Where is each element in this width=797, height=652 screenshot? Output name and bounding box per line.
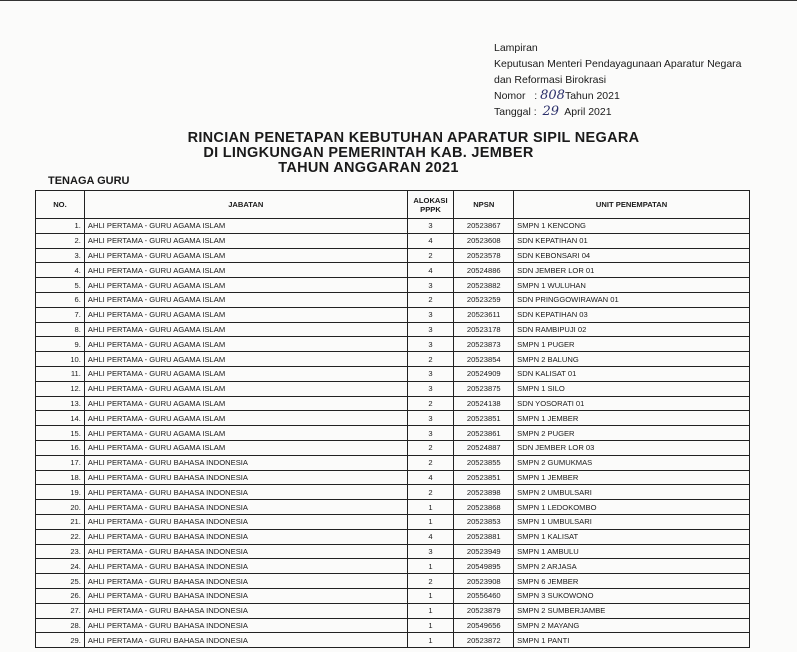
col-alokasi — [407, 191, 454, 219]
table-row — [36, 263, 750, 278]
row-unit: SMPN 1 UMBULSARI — [514, 514, 750, 529]
row-alokasi: 3 — [407, 381, 454, 396]
nomor-value: 808 — [540, 88, 565, 103]
row-jabatan: AHLI PERTAMA - GURU AGAMA ISLAM — [84, 278, 407, 293]
row-jabatan: AHLI PERTAMA - GURU AGAMA ISLAM — [84, 352, 407, 367]
row-alokasi: 2 — [407, 396, 454, 411]
table-row — [36, 322, 750, 337]
row-npsn: 20523898 — [454, 485, 514, 500]
row-npsn: 20549895 — [454, 559, 514, 574]
row-jabatan: AHLI PERTAMA - GURU AGAMA ISLAM — [84, 426, 407, 441]
row-jabatan: AHLI PERTAMA - GURU BAHASA INDONESIA — [84, 485, 407, 500]
row-no: 4. — [36, 263, 85, 278]
row-unit: SDN KEBONSARI 04 — [514, 248, 750, 263]
row-no: 16. — [36, 440, 85, 455]
row-unit: SMPN 1 JEMBER — [514, 470, 750, 485]
row-unit: SMPN 2 GUMUKMAS — [514, 455, 750, 470]
row-alokasi: 3 — [407, 411, 454, 426]
row-unit: SMPN 1 KENCONG — [514, 219, 750, 234]
decree-line-2: dan Reformasi Birokrasi — [494, 74, 607, 86]
row-alokasi: 4 — [407, 233, 454, 248]
row-no: 19. — [36, 485, 85, 500]
row-alokasi: 1 — [407, 514, 454, 529]
row-npsn: 20523868 — [454, 500, 514, 515]
row-alokasi: 3 — [407, 219, 454, 234]
row-no: 17. — [36, 455, 85, 470]
row-unit: SMPN 2 SUMBERJAMBE — [514, 603, 750, 618]
table-row — [36, 455, 750, 470]
row-npsn: 20524887 — [454, 440, 514, 455]
row-npsn: 20523879 — [454, 603, 514, 618]
tanggal-label: Tanggal — [494, 106, 531, 118]
row-alokasi: 1 — [407, 603, 454, 618]
row-alokasi: 1 — [407, 618, 454, 633]
row-npsn: 20549656 — [454, 618, 514, 633]
table-row — [36, 307, 750, 322]
row-npsn: 20524886 — [454, 263, 514, 278]
row-npsn: 20523908 — [454, 574, 514, 589]
table-row — [36, 470, 750, 485]
nomor-label: Nomor — [494, 90, 526, 102]
row-unit: SMPN 1 JEMBER — [514, 411, 750, 426]
row-jabatan: AHLI PERTAMA - GURU BAHASA INDONESIA — [84, 500, 407, 515]
row-npsn: 20523872 — [454, 633, 514, 648]
row-no: 23. — [36, 544, 85, 559]
row-npsn: 20523851 — [454, 470, 514, 485]
table-row — [36, 618, 750, 633]
row-npsn: 20523611 — [454, 307, 514, 322]
row-unit: SMPN 2 PUGER — [514, 426, 750, 441]
row-unit: SDN RAMBIPUJI 02 — [514, 322, 750, 337]
table-body — [36, 219, 750, 648]
row-npsn: 20523608 — [454, 233, 514, 248]
row-no: 29. — [36, 633, 85, 648]
title-line-2: DI LINGKUNGAN PEMERINTAH KAB. JEMBER — [203, 145, 534, 161]
row-no: 5. — [36, 278, 85, 293]
row-npsn: 20524909 — [454, 366, 514, 381]
table-row — [36, 559, 750, 574]
row-no: 6. — [36, 292, 85, 307]
document-title — [0, 130, 797, 176]
row-unit: SMPN 3 SUKOWONO — [514, 588, 750, 603]
row-jabatan: AHLI PERTAMA - GURU AGAMA ISLAM — [84, 233, 407, 248]
table-row — [36, 529, 750, 544]
table-row — [36, 381, 750, 396]
table-row — [36, 426, 750, 441]
row-no: 8. — [36, 322, 85, 337]
row-alokasi: 2 — [407, 440, 454, 455]
table-row — [36, 352, 750, 367]
row-no: 28. — [36, 618, 85, 633]
row-jabatan: AHLI PERTAMA - GURU AGAMA ISLAM — [84, 337, 407, 352]
row-no: 9. — [36, 337, 85, 352]
page-top-border — [0, 0, 797, 1]
table-row — [36, 396, 750, 411]
row-no: 3. — [36, 248, 85, 263]
nomor-line: Nomor : 808Tahun 2021 — [494, 88, 620, 103]
table-row — [36, 633, 750, 648]
row-no: 14. — [36, 411, 85, 426]
row-unit: SMPN 1 AMBULU — [514, 544, 750, 559]
table-row — [36, 337, 750, 352]
allocation-table — [35, 190, 750, 648]
row-alokasi: 1 — [407, 588, 454, 603]
row-alokasi: 3 — [407, 366, 454, 381]
table-row — [36, 544, 750, 559]
row-unit: SMPN 1 KALISAT — [514, 529, 750, 544]
row-alokasi: 3 — [407, 278, 454, 293]
tahun-label: Tahun 2021 — [564, 90, 620, 102]
row-jabatan: AHLI PERTAMA - GURU BAHASA INDONESIA — [84, 455, 407, 470]
row-npsn: 20523178 — [454, 322, 514, 337]
row-jabatan: AHLI PERTAMA - GURU AGAMA ISLAM — [84, 366, 407, 381]
row-no: 15. — [36, 426, 85, 441]
row-unit: SMPN 1 SILO — [514, 381, 750, 396]
table-row — [36, 219, 750, 234]
decree-line-1: Keputusan Menteri Pendayagunaan Aparatur Negara — [494, 58, 742, 70]
row-unit: SMPN 1 WULUHAN — [514, 278, 750, 293]
row-alokasi: 4 — [407, 529, 454, 544]
row-jabatan: AHLI PERTAMA - GURU AGAMA ISLAM — [84, 219, 407, 234]
table-row — [36, 248, 750, 263]
row-npsn: 20523855 — [454, 455, 514, 470]
table-row — [36, 440, 750, 455]
row-npsn: 20523259 — [454, 292, 514, 307]
tanggal-value: 29 — [542, 104, 559, 119]
row-npsn: 20556460 — [454, 588, 514, 603]
row-alokasi: 2 — [407, 455, 454, 470]
table-row — [36, 574, 750, 589]
row-jabatan: AHLI PERTAMA - GURU AGAMA ISLAM — [84, 248, 407, 263]
row-unit: SDN KALISAT 01 — [514, 366, 750, 381]
row-npsn: 20523854 — [454, 352, 514, 367]
row-npsn: 20523949 — [454, 544, 514, 559]
row-npsn: 20523867 — [454, 219, 514, 234]
row-jabatan: AHLI PERTAMA - GURU BAHASA INDONESIA — [84, 544, 407, 559]
table-row — [36, 233, 750, 248]
row-unit: SMPN 2 UMBULSARI — [514, 485, 750, 500]
row-no: 20. — [36, 500, 85, 515]
row-alokasi: 2 — [407, 248, 454, 263]
row-no: 13. — [36, 396, 85, 411]
tanggal-line: Tanggal : 29 April 2021 — [494, 104, 612, 119]
row-alokasi: 3 — [407, 426, 454, 441]
col-npsn: NPSN — [454, 191, 514, 219]
row-npsn: 20523875 — [454, 381, 514, 396]
table-row — [36, 278, 750, 293]
row-jabatan: AHLI PERTAMA - GURU AGAMA ISLAM — [84, 381, 407, 396]
section-heading: TENAGA GURU — [48, 175, 130, 187]
row-npsn: 20523853 — [454, 514, 514, 529]
row-alokasi: 4 — [407, 470, 454, 485]
row-npsn: 20523578 — [454, 248, 514, 263]
row-unit: SMPN 6 JEMBER — [514, 574, 750, 589]
row-alokasi: 2 — [407, 352, 454, 367]
row-jabatan: AHLI PERTAMA - GURU BAHASA INDONESIA — [84, 559, 407, 574]
col-jabatan: JABATAN — [84, 191, 407, 219]
row-no: 18. — [36, 470, 85, 485]
table-row — [36, 292, 750, 307]
row-alokasi: 2 — [407, 485, 454, 500]
row-alokasi: 2 — [407, 574, 454, 589]
table-row — [36, 588, 750, 603]
row-alokasi: 4 — [407, 263, 454, 278]
row-alokasi: 3 — [407, 337, 454, 352]
row-no: 7. — [36, 307, 85, 322]
col-no: NO. — [36, 191, 85, 219]
tanggal-month: April 2021 — [564, 106, 612, 118]
row-jabatan: AHLI PERTAMA - GURU AGAMA ISLAM — [84, 411, 407, 426]
title-line-1: RINCIAN PENETAPAN KEBUTUHAN APARATUR SIPIL NEGARA — [187, 130, 640, 146]
row-unit: SMPN 2 BALUNG — [514, 352, 750, 367]
row-no: 11. — [36, 366, 85, 381]
row-alokasi: 2 — [407, 292, 454, 307]
row-unit: SDN JEMBER LOR 01 — [514, 263, 750, 278]
row-jabatan: AHLI PERTAMA - GURU AGAMA ISLAM — [84, 396, 407, 411]
row-jabatan: AHLI PERTAMA - GURU AGAMA ISLAM — [84, 263, 407, 278]
row-jabatan: AHLI PERTAMA - GURU AGAMA ISLAM — [84, 322, 407, 337]
row-npsn: 20523873 — [454, 337, 514, 352]
row-jabatan: AHLI PERTAMA - GURU AGAMA ISLAM — [84, 307, 407, 322]
row-npsn: 20524138 — [454, 396, 514, 411]
row-no: 24. — [36, 559, 85, 574]
row-unit: SMPN 1 PUGER — [514, 337, 750, 352]
row-npsn: 20523882 — [454, 278, 514, 293]
table-row — [36, 500, 750, 515]
table-header-row — [36, 191, 750, 219]
row-no: 2. — [36, 233, 85, 248]
row-jabatan: AHLI PERTAMA - GURU BAHASA INDONESIA — [84, 529, 407, 544]
row-alokasi: 3 — [407, 544, 454, 559]
row-jabatan: AHLI PERTAMA - GURU BAHASA INDONESIA — [84, 588, 407, 603]
row-alokasi: 1 — [407, 559, 454, 574]
row-unit: SDN PRINGGOWIRAWAN 01 — [514, 292, 750, 307]
row-no: 12. — [36, 381, 85, 396]
row-jabatan: AHLI PERTAMA - GURU AGAMA ISLAM — [84, 292, 407, 307]
row-no: 26. — [36, 588, 85, 603]
row-alokasi: 3 — [407, 322, 454, 337]
row-alokasi: 1 — [407, 633, 454, 648]
row-alokasi: 3 — [407, 307, 454, 322]
row-jabatan: AHLI PERTAMA - GURU BAHASA INDONESIA — [84, 574, 407, 589]
row-alokasi: 1 — [407, 500, 454, 515]
row-jabatan: AHLI PERTAMA - GURU BAHASA INDONESIA — [84, 633, 407, 648]
table-row — [36, 411, 750, 426]
row-no: 21. — [36, 514, 85, 529]
row-unit: SDN JEMBER LOR 03 — [514, 440, 750, 455]
row-npsn: 20523881 — [454, 529, 514, 544]
table-row — [36, 485, 750, 500]
row-unit: SDN KEPATIHAN 03 — [514, 307, 750, 322]
col-alokasi-line-2: PPPK — [420, 204, 441, 214]
table-row — [36, 366, 750, 381]
table-row — [36, 603, 750, 618]
row-unit: SDN YOSORATI 01 — [514, 396, 750, 411]
row-unit: SMPN 2 ARJASA — [514, 559, 750, 574]
table-row — [36, 514, 750, 529]
title-line-3: TAHUN ANGGARAN 2021 — [278, 160, 459, 176]
row-unit: SMPN 1 PANTI — [514, 633, 750, 648]
row-jabatan: AHLI PERTAMA - GURU BAHASA INDONESIA — [84, 618, 407, 633]
row-npsn: 20523851 — [454, 411, 514, 426]
row-no: 25. — [36, 574, 85, 589]
row-jabatan: AHLI PERTAMA - GURU BAHASA INDONESIA — [84, 603, 407, 618]
row-jabatan: AHLI PERTAMA - GURU AGAMA ISLAM — [84, 440, 407, 455]
lampiran-label: Lampiran — [494, 42, 538, 54]
row-no: 22. — [36, 529, 85, 544]
row-jabatan: AHLI PERTAMA - GURU BAHASA INDONESIA — [84, 470, 407, 485]
row-unit: SMPN 2 MAYANG — [514, 618, 750, 633]
row-unit: SDN KEPATIHAN 01 — [514, 233, 750, 248]
row-npsn: 20523861 — [454, 426, 514, 441]
row-no: 27. — [36, 603, 85, 618]
col-unit: UNIT PENEMPATAN — [514, 191, 750, 219]
col-alokasi-line-1: ALOKASI — [413, 195, 448, 205]
lampiran-block — [494, 40, 742, 120]
row-no: 1. — [36, 219, 85, 234]
row-unit: SMPN 1 LEDOKOMBO — [514, 500, 750, 515]
row-jabatan: AHLI PERTAMA - GURU BAHASA INDONESIA — [84, 514, 407, 529]
row-no: 10. — [36, 352, 85, 367]
